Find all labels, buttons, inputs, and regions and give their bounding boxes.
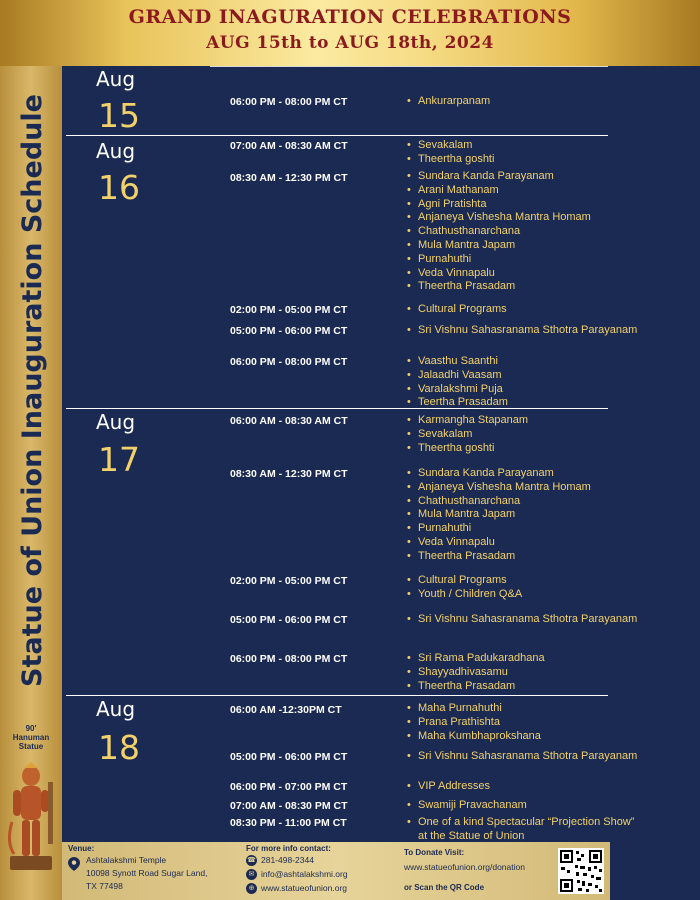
event-item: • Sundara Kanda Parayanam (407, 467, 647, 481)
event-list (407, 652, 647, 693)
schedule-title: Statue of Union Inauguration Schedule (16, 93, 48, 687)
event-item: • Sri Vishnu Sahasranama Sthotra Parayanam (407, 324, 647, 338)
event-item: • Arani Mathanam (407, 184, 647, 198)
event-item: • Teertha Prasadam (407, 396, 647, 410)
globe-icon: ⊕ (246, 883, 257, 894)
event-item: • Sri Rama Padukaradhana (407, 652, 647, 666)
time-slot: 06:00 PM - 08:00 PM CT (230, 653, 348, 665)
header-banner (0, 0, 700, 66)
event-item: • Purnahuthi (407, 522, 647, 536)
event-list (407, 702, 647, 743)
day-number: 15 (98, 96, 140, 135)
day-month: Aug (96, 410, 136, 434)
event-item: • Theertha Prasadam (407, 680, 647, 694)
event-item: • Veda Vinnapalu (407, 536, 647, 550)
footer-bar (62, 842, 610, 900)
event-item: • Swamiji Pravachanam (407, 799, 647, 813)
donate-label: To Donate Visit: (404, 848, 465, 857)
event-item: • Jalaadhi Vaasam (407, 369, 647, 383)
contact-label: For more info contact: (246, 844, 331, 853)
event-list (407, 750, 647, 764)
event-item: • Varalakshmi Puja (407, 383, 647, 397)
event-list (407, 780, 647, 794)
event-item: • Shayyadhivasamu (407, 666, 647, 680)
qr-label: or Scan the QR Code (404, 883, 485, 892)
banner-title: GRAND INAGURATION CELEBRATIONS (128, 6, 572, 28)
time-slot: 08:30 AM - 12:30 PM CT (230, 468, 348, 480)
event-item: • Ankurarpanam (407, 95, 647, 109)
event-item: • Anjaneya Vishesha Mantra Homam (407, 481, 647, 495)
time-slot: 05:00 PM - 06:00 PM CT (230, 751, 348, 763)
event-item: • Cultural Programs (407, 574, 647, 588)
event-item: • Karmangha Stapanam (407, 414, 647, 428)
phone-icon: ☎ (247, 857, 256, 864)
event-item: • Sevakalam (407, 428, 647, 442)
statue-caption-word: Statue (18, 742, 44, 751)
footer-edge (610, 842, 700, 900)
event-list (407, 139, 647, 167)
contact-phone: 281-498-2344 (261, 855, 314, 865)
time-slot: 06:00 AM - 08:30 AM CT (230, 415, 348, 427)
event-list (407, 467, 647, 564)
event-item: • Sri Vishnu Sahasranama Sthotra Parayanam (407, 613, 647, 627)
time-slot: 08:30 PM - 11:00 PM CT (230, 817, 347, 829)
event-item: • Theertha Prasadam (407, 280, 647, 294)
day-divider (66, 695, 608, 696)
day-number: 17 (98, 440, 140, 479)
event-item: • Anjaneya Vishesha Mantra Homam (407, 211, 647, 225)
vertical-title (8, 84, 56, 696)
event-item: • Maha Purnahuthi (407, 702, 647, 716)
event-item: • Sevakalam (407, 139, 647, 153)
day-month: Aug (96, 139, 136, 163)
event-item: • VIP Addresses (407, 780, 647, 794)
event-item: • Mula Mantra Japam (407, 239, 647, 253)
event-list (407, 799, 647, 813)
event-list (407, 355, 647, 410)
time-slot: 02:00 PM - 05:00 PM CT (230, 575, 348, 587)
day-month: Aug (96, 67, 136, 91)
event-list (407, 324, 647, 338)
qr-code-image[interactable] (558, 848, 604, 894)
event-item: • Theertha Prasadam (407, 550, 647, 564)
event-item: • One of a kind Spectacular “Projection Show” at the Statue of Union (407, 816, 643, 844)
event-item: • Vaasthu Saanthi (407, 355, 647, 369)
venue-street: 10098 Synott Road Sugar Land, (86, 868, 208, 878)
time-slot: 07:00 AM - 08:30 AM CT (230, 140, 348, 152)
event-item: • Theertha goshti (407, 442, 647, 456)
hanuman-statue-image (4, 762, 58, 872)
event-list (407, 303, 647, 317)
time-slot: 06:00 AM -12:30PM CT (230, 704, 342, 716)
time-slot: 07:00 AM - 08:30 PM CT (230, 800, 348, 812)
mail-icon: ✉ (246, 869, 257, 880)
time-slot: 06:00 PM - 07:00 PM CT (230, 781, 348, 793)
event-item: • Agni Pratishta (407, 198, 647, 212)
venue-address (86, 854, 207, 893)
time-slot: 05:00 PM - 06:00 PM CT (230, 614, 348, 626)
day-number: 16 (98, 168, 140, 207)
event-item: • Youth / Children Q&A (407, 588, 647, 602)
day-number: 18 (98, 728, 140, 767)
statue-caption-height: 90' (25, 724, 37, 733)
event-item: • Chathusthanarchana (407, 495, 647, 509)
statue-caption (2, 724, 60, 751)
time-slot: 05:00 PM - 06:00 PM CT (230, 325, 348, 337)
venue-label: Venue: (68, 844, 95, 853)
time-slot: 06:00 PM - 08:00 PM CT (230, 356, 348, 368)
day-month: Aug (96, 697, 136, 721)
time-slot: 02:00 PM - 05:00 PM CT (230, 304, 348, 316)
event-item: • Prana Prathishta (407, 716, 647, 730)
event-item: • Purnahuthi (407, 253, 647, 267)
time-slot: 08:30 AM - 12:30 PM CT (230, 172, 348, 184)
event-list (407, 95, 647, 109)
venue-name: Ashtalakshmi Temple (86, 855, 167, 865)
donate-url[interactable]: www.statueofunion.org/donation (404, 862, 525, 872)
top-divider (210, 66, 608, 67)
time-slot: 06:00 PM - 08:00 PM CT (230, 96, 348, 108)
contact-email[interactable]: info@ashtalakshmi.org (261, 869, 348, 879)
event-item: • Mula Mantra Japam (407, 508, 647, 522)
event-item: • Sri Vishnu Sahasranama Sthotra Parayanam (407, 750, 647, 764)
event-list (407, 574, 647, 602)
contact-website[interactable]: www.statueofunion.org (261, 883, 347, 893)
day-divider (66, 135, 608, 136)
event-list (407, 816, 643, 844)
event-list (407, 414, 647, 455)
event-item: • Theertha goshti (407, 153, 647, 167)
event-item: • Maha Kumbhaprokshana (407, 730, 647, 744)
statue-caption-name: Hanuman (12, 733, 50, 742)
event-item: • Chathusthanarchana (407, 225, 647, 239)
location-pin-icon (68, 857, 80, 871)
banner-dates: AUG 15th to AUG 18th, 2024 (206, 33, 494, 53)
event-item: • Sundara Kanda Parayanam (407, 170, 647, 184)
event-list (407, 170, 647, 294)
venue-city: TX 77498 (86, 881, 123, 891)
event-list (407, 613, 647, 627)
event-item: • Veda Vinnapalu (407, 267, 647, 281)
event-item: • Cultural Programs (407, 303, 647, 317)
